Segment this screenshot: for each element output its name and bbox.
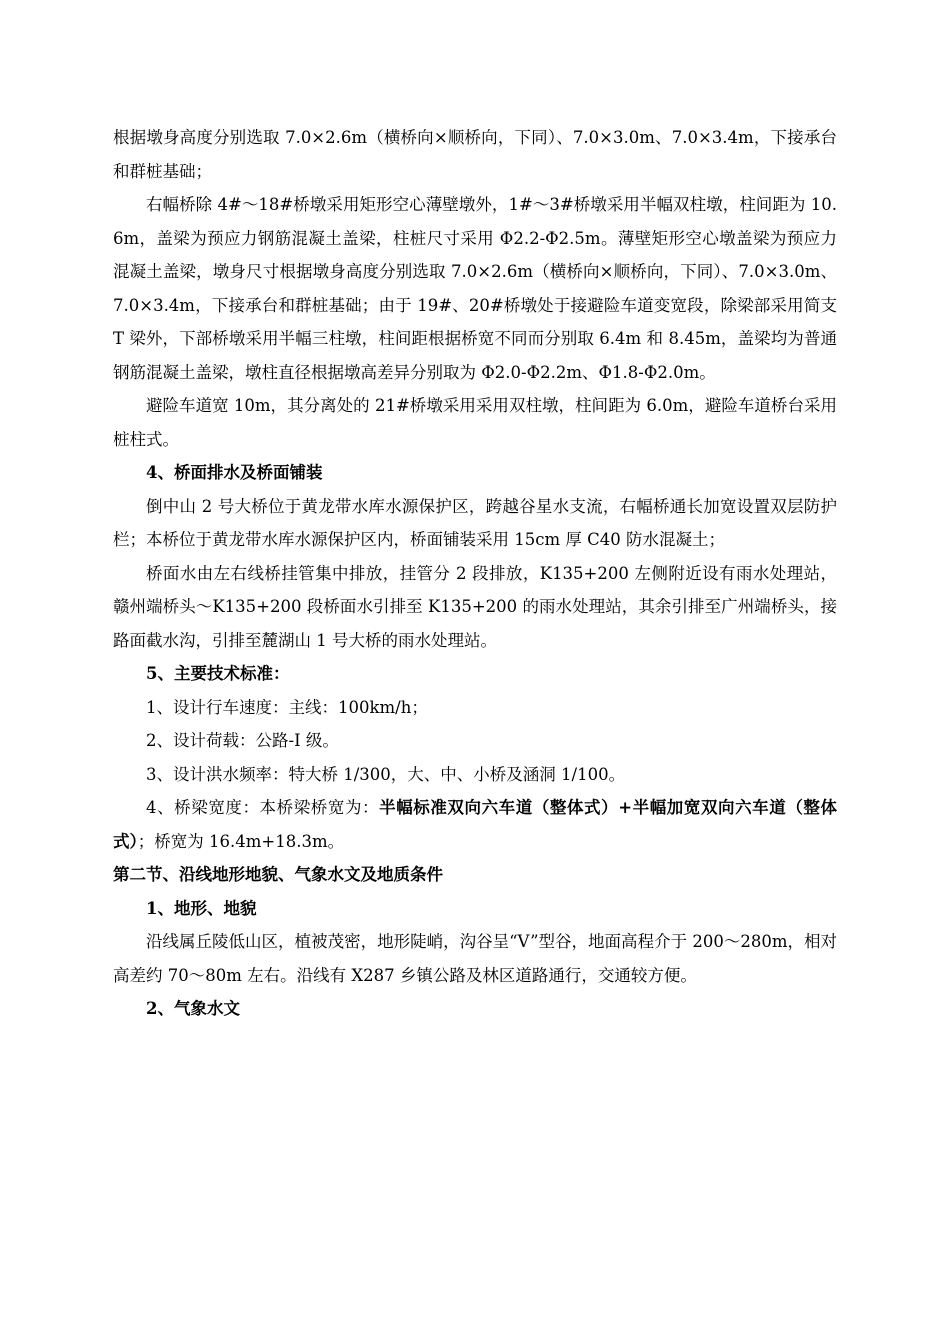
heading-technical-standards: 5、主要技术标准： bbox=[146, 664, 290, 683]
standard-width-suffix: ；桥宽为 16.4m+18.3m。 bbox=[137, 831, 345, 851]
document-page bbox=[113, 121, 837, 1026]
heading-terrain: 1、地形、地貌 bbox=[146, 898, 257, 918]
standard-width-prefix: 4、桥梁宽度：本桥梁桥宽为： bbox=[146, 798, 380, 817]
standard-flood: 3、设计洪水频率：特大桥 1/300，大、中、小桥及涵洞 1/100。 bbox=[146, 764, 626, 784]
paragraph-reservoir: 倒中山 2 号大桥位于黄龙带水库水源保护区，跨越谷星水支流，右幅桥通长加宽设置双层防护栏；本桥位于黄龙带水库水源保护区内，桥面铺装采用 15cm 厚 C40 防水混凝土； bbox=[113, 496, 837, 549]
standard-width-bold: 半幅标准双向六车道（整体式）+半幅加宽双向六车道（整体式） bbox=[113, 798, 837, 851]
paragraph-drainage: 桥面水由左右线桥挂管集中排放，挂管分 2 段排放，K135+200 左侧附近设有雨水处理站，赣州端桥头～K135+200 段桥面水引排至 K135+200 的雨水处理站，其余引排至广州端桥头，接路面截水沟，引排至麓湖山 1 号大桥的雨水处理站。 bbox=[113, 563, 837, 650]
paragraph-escape-lane: 避险车道宽 10m，其分离处的 21#桥墩采用采用双柱墩，柱间距为 6.0m，避险车道桥台采用桩柱式。 bbox=[113, 396, 837, 449]
standard-load: 2、设计荷载：公路-I 级。 bbox=[146, 731, 339, 750]
paragraph-right-bridge: 右幅桥除 4#～18#桥墩采用矩形空心薄壁墩外，1#～3#桥墩采用半幅双柱墩，柱间距为 10.6m，盖梁为预应力钢筋混凝土盖梁，柱桩尺寸采用 Φ2.2-Φ2.5m。薄壁矩形空心墩盖梁为预应力混凝土盖梁，墩身尺寸根据墩身高度分别选取 7.0×2.6m（横桥向×顺桥向，下同）、7.0×3.0m、7.0×3.4m，下接承台和群桩基础；由于 19#、20#桥墩处于接避险车道变宽段，除梁部采用简支 T 梁外，下部桥墩采用半幅三柱墩，柱间距根据桥宽不同而分别取 6.4m 和 8.45m，盖梁均为普通钢筋混凝土盖梁，墩柱直径根据墩高差异分别取为 Φ2.0-Φ2.2m、Φ1.8-Φ2.0m。 bbox=[113, 195, 837, 382]
paragraph-pier-dimensions: 根据墩身高度分别选取 7.0×2.6m（横桥向×顺桥向，下同）、7.0×3.0m、7.0×3.4m，下接承台和群桩基础； bbox=[113, 128, 837, 181]
heading-climate: 2、气象水文 bbox=[146, 999, 240, 1018]
heading-deck-drainage: 4、桥面排水及桥面铺装 bbox=[146, 463, 323, 482]
standard-width bbox=[113, 791, 837, 858]
standard-speed: 1、设计行车速度：主线：100km/h； bbox=[146, 697, 428, 717]
paragraph-terrain: 沿线属丘陵低山区，植被茂密，地形陡峭，沟谷呈“V”型谷，地面高程介于 200～280m，相对高差约 70～80m 左右。沿线有 X287 乡镇公路及林区道路通行，交通较方便。 bbox=[113, 932, 837, 985]
section-heading: 第二节、沿线地形地貌、气象水文及地质条件 bbox=[113, 865, 443, 884]
